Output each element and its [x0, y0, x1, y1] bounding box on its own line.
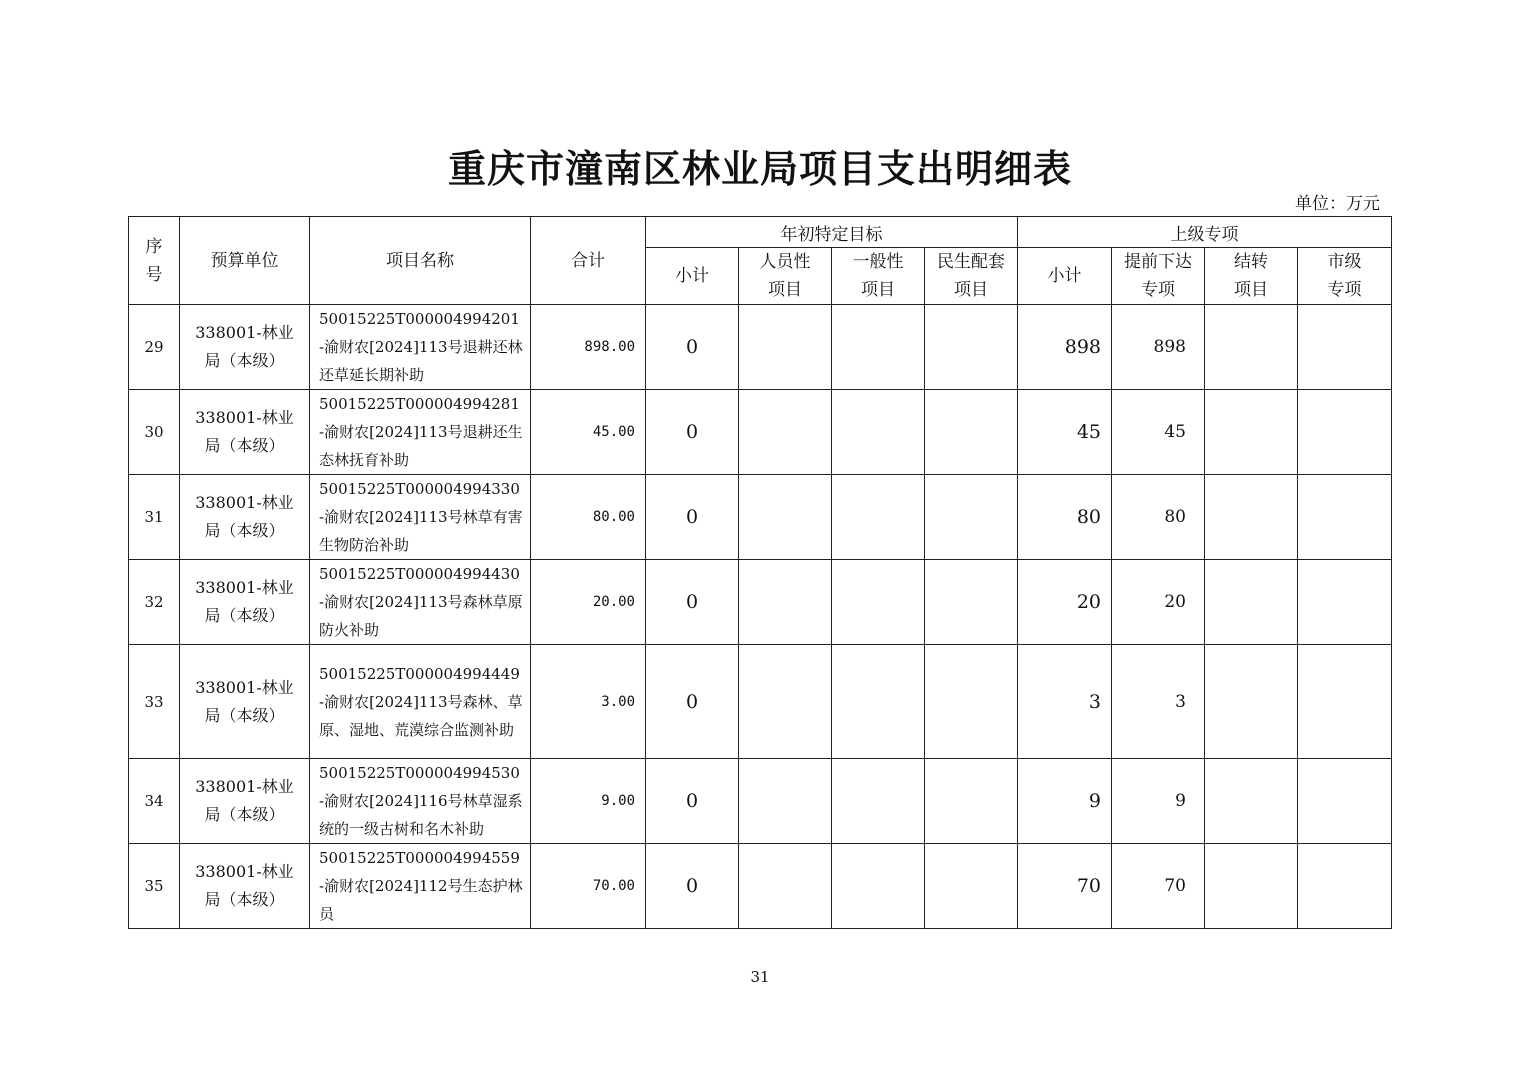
seq-cell: 30	[129, 390, 180, 475]
table-row	[129, 844, 1392, 929]
budget-unit-cell: 338001-林业局（本级）	[180, 759, 310, 844]
budget-unit-cell: 338001-林业局（本级）	[180, 475, 310, 560]
table-row	[129, 305, 1392, 390]
project-name-cell: 50015225T000004994430-渝财农[2024]113号森林草原防火补助	[310, 560, 531, 645]
annual-subtotal-cell: 0	[646, 305, 739, 390]
page-title: 重庆市潼南区林业局项目支出明细表	[447, 146, 1072, 191]
municipal-cell	[1298, 844, 1392, 929]
general-cell	[832, 844, 925, 929]
project-name-cell: 50015225T000004994559-渝财农[2024]112号生态护林员	[310, 844, 531, 929]
general-cell	[832, 759, 925, 844]
superior-subtotal-cell: 20	[1018, 560, 1112, 645]
header-carryover: 结转项目	[1205, 248, 1298, 305]
header-total: 合计	[531, 217, 646, 305]
carryover-cell	[1205, 844, 1298, 929]
page-number: 31	[750, 968, 770, 986]
livelihood-cell	[925, 475, 1018, 560]
total-cell: 70.00	[531, 844, 646, 929]
seq-cell: 32	[129, 560, 180, 645]
header-seq: 序号	[129, 217, 180, 305]
project-name-cell: 50015225T000004994530-渝财农[2024]116号林草湿系统的一级古树和名木补助	[310, 759, 531, 844]
header-annual-subtotal: 小计	[646, 248, 739, 305]
advance-cell: 20	[1112, 560, 1205, 645]
project-name-cell: 50015225T000004994201-渝财农[2024]113号退耕还林还草延长期补助	[310, 305, 531, 390]
livelihood-cell	[925, 844, 1018, 929]
advance-cell: 898	[1112, 305, 1205, 390]
personnel-cell	[739, 645, 832, 759]
annual-subtotal-cell: 0	[646, 645, 739, 759]
project-name-cell: 50015225T000004994330-渝财农[2024]113号林草有害生物防治补助	[310, 475, 531, 560]
total-cell: 45.00	[531, 390, 646, 475]
total-cell: 20.00	[531, 560, 646, 645]
advance-cell: 70	[1112, 844, 1205, 929]
municipal-cell	[1298, 645, 1392, 759]
header-project-name: 项目名称	[310, 217, 531, 305]
total-cell: 9.00	[531, 759, 646, 844]
header-superior-group: 上级专项	[1018, 217, 1392, 248]
general-cell	[832, 645, 925, 759]
general-cell	[832, 475, 925, 560]
seq-cell: 33	[129, 645, 180, 759]
header-advance: 提前下达专项	[1112, 248, 1205, 305]
personnel-cell	[739, 475, 832, 560]
advance-cell: 80	[1112, 475, 1205, 560]
carryover-cell	[1205, 759, 1298, 844]
table-row	[129, 475, 1392, 560]
project-expenditure-table	[128, 216, 1392, 929]
header-personnel: 人员性项目	[739, 248, 832, 305]
project-name-cell: 50015225T000004994281-渝财农[2024]113号退耕还生态林抚育补助	[310, 390, 531, 475]
table-row	[129, 560, 1392, 645]
municipal-cell	[1298, 759, 1392, 844]
personnel-cell	[739, 759, 832, 844]
personnel-cell	[739, 844, 832, 929]
annual-subtotal-cell: 0	[646, 560, 739, 645]
superior-subtotal-cell: 70	[1018, 844, 1112, 929]
superior-subtotal-cell: 45	[1018, 390, 1112, 475]
carryover-cell	[1205, 390, 1298, 475]
advance-cell: 3	[1112, 645, 1205, 759]
budget-unit-cell: 338001-林业局（本级）	[180, 390, 310, 475]
superior-subtotal-cell: 80	[1018, 475, 1112, 560]
budget-unit-cell: 338001-林业局（本级）	[180, 305, 310, 390]
annual-subtotal-cell: 0	[646, 390, 739, 475]
total-cell: 3.00	[531, 645, 646, 759]
personnel-cell	[739, 305, 832, 390]
carryover-cell	[1205, 305, 1298, 390]
municipal-cell	[1298, 305, 1392, 390]
header-livelihood: 民生配套项目	[925, 248, 1018, 305]
livelihood-cell	[925, 390, 1018, 475]
table-row	[129, 645, 1392, 759]
livelihood-cell	[925, 759, 1018, 844]
seq-cell: 29	[129, 305, 180, 390]
superior-subtotal-cell: 898	[1018, 305, 1112, 390]
general-cell	[832, 390, 925, 475]
total-cell: 80.00	[531, 475, 646, 560]
advance-cell: 9	[1112, 759, 1205, 844]
annual-subtotal-cell: 0	[646, 844, 739, 929]
carryover-cell	[1205, 645, 1298, 759]
personnel-cell	[739, 390, 832, 475]
unit-label: 单位：万元	[1295, 194, 1380, 214]
seq-cell: 31	[129, 475, 180, 560]
budget-unit-cell: 338001-林业局（本级）	[180, 645, 310, 759]
seq-cell: 35	[129, 844, 180, 929]
superior-subtotal-cell: 9	[1018, 759, 1112, 844]
header-superior-subtotal: 小计	[1018, 248, 1112, 305]
livelihood-cell	[925, 560, 1018, 645]
budget-unit-cell: 338001-林业局（本级）	[180, 844, 310, 929]
annual-subtotal-cell: 0	[646, 759, 739, 844]
personnel-cell	[739, 560, 832, 645]
municipal-cell	[1298, 560, 1392, 645]
carryover-cell	[1205, 560, 1298, 645]
total-cell: 898.00	[531, 305, 646, 390]
header-budget-unit: 预算单位	[180, 217, 310, 305]
livelihood-cell	[925, 305, 1018, 390]
advance-cell: 45	[1112, 390, 1205, 475]
header-annual-group: 年初特定目标	[646, 217, 1018, 248]
table-row	[129, 390, 1392, 475]
carryover-cell	[1205, 475, 1298, 560]
budget-unit-cell: 338001-林业局（本级）	[180, 560, 310, 645]
general-cell	[832, 560, 925, 645]
table-row	[129, 759, 1392, 844]
seq-cell: 34	[129, 759, 180, 844]
livelihood-cell	[925, 645, 1018, 759]
project-name-cell: 50015225T000004994449-渝财农[2024]113号森林、草原、湿地、荒漠综合监测补助	[310, 645, 531, 759]
header-municipal: 市级专项	[1298, 248, 1392, 305]
municipal-cell	[1298, 475, 1392, 560]
municipal-cell	[1298, 390, 1392, 475]
superior-subtotal-cell: 3	[1018, 645, 1112, 759]
annual-subtotal-cell: 0	[646, 475, 739, 560]
general-cell	[832, 305, 925, 390]
header-general: 一般性项目	[832, 248, 925, 305]
